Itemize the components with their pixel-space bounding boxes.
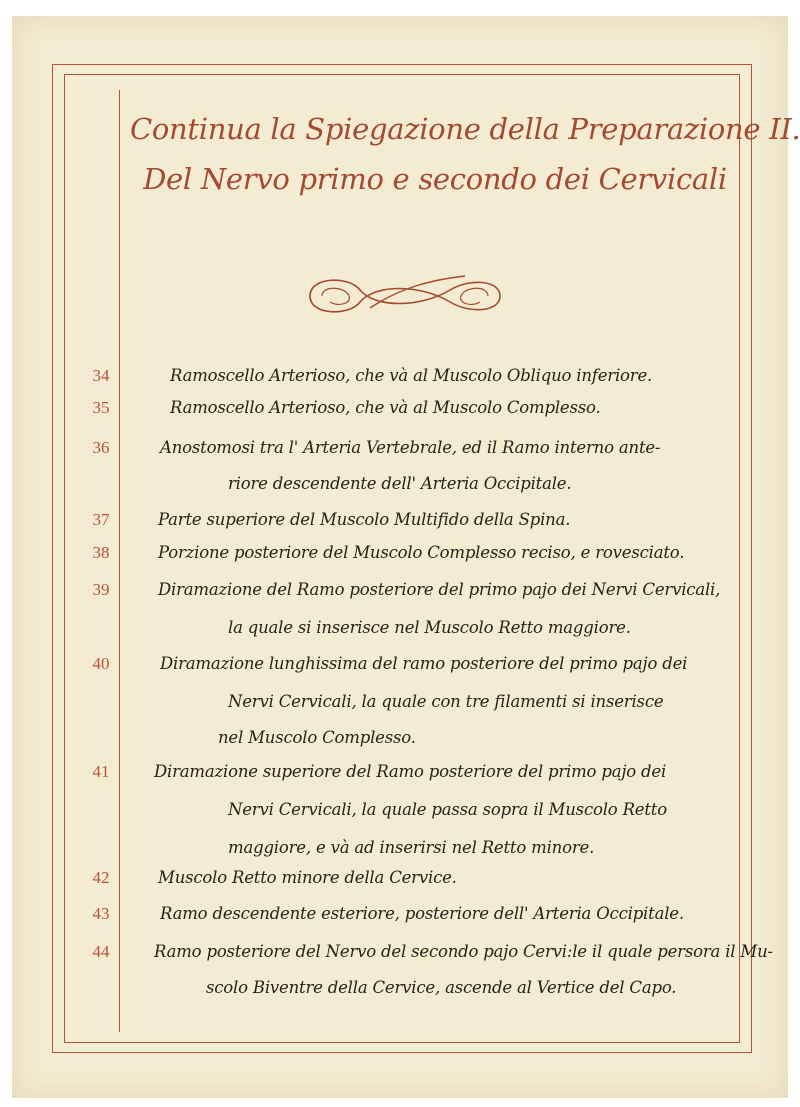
entry-text-line: Parte superiore del Muscolo Multifido della Spina. bbox=[158, 510, 571, 529]
entry-text-line: Anostomosi tra l' Arteria Vertebrale, ed il Ramo interno ante- bbox=[160, 438, 661, 457]
entry-number: 42 bbox=[92, 868, 110, 887]
entry-text-line: scolo Biventre della Cervice, ascende al Vertice del Capo. bbox=[206, 978, 677, 997]
entry-number: 35 bbox=[92, 398, 110, 417]
entry-text-line: Porzione posteriore del Muscolo Complesso reciso, e rovesciato. bbox=[158, 543, 685, 562]
entry-text-line: nel Muscolo Complesso. bbox=[218, 728, 416, 747]
entry-number: 36 bbox=[92, 438, 110, 457]
entry-text-line: Nervi Cervicali, la quale passa sopra il Muscolo Retto bbox=[228, 800, 667, 819]
entry-text-line: maggiore, e và ad inserirsi nel Retto minore. bbox=[228, 838, 595, 857]
entry-text-line: Nervi Cervicali, la quale con tre filamenti si inserisce bbox=[228, 692, 664, 711]
page-title-line-2: Del Nervo primo e secondo dei Cervicali bbox=[143, 162, 727, 196]
entry-text-line: Muscolo Retto minore della Cervice. bbox=[158, 868, 457, 887]
entry-text-line: Diramazione superiore del Ramo posteriore del primo pajo dei bbox=[154, 762, 667, 781]
entry-text-line: Ramoscello Arterioso, che và al Muscolo Complesso. bbox=[170, 398, 601, 417]
entry-number: 34 bbox=[92, 366, 110, 385]
entry-number: 38 bbox=[92, 543, 110, 562]
entry-number: 39 bbox=[92, 580, 110, 599]
page-title-line-1: Continua la Spiegazione della Preparazione II. bbox=[130, 112, 800, 146]
entry-number: 41 bbox=[92, 762, 110, 781]
entry-text-line: Ramo descendente esteriore, posteriore dell' Arteria Occipitale. bbox=[160, 904, 684, 923]
number-margin-rule bbox=[119, 90, 120, 1032]
entry-text-line: Diramazione del Ramo posteriore del primo pajo dei Nervi Cervicali, bbox=[158, 580, 721, 599]
entry-text-line: la quale si inserisce nel Muscolo Retto maggiore. bbox=[228, 618, 631, 637]
calligraphic-flourish bbox=[300, 268, 510, 324]
entry-number: 43 bbox=[92, 904, 110, 923]
entry-number: 40 bbox=[92, 654, 110, 673]
entry-text-line: Ramo posteriore del Nervo del secondo pajo Cervi:le il quale persora il Mu- bbox=[154, 942, 773, 961]
entry-text-line: Ramoscello Arterioso, che và al Muscolo Obliquo inferiore. bbox=[170, 366, 653, 385]
entry-text-line: riore descendente dell' Arteria Occipitale. bbox=[228, 474, 572, 493]
entry-number: 37 bbox=[92, 510, 110, 529]
entry-text-line: Diramazione lunghissima del ramo posteriore del primo pajo dei bbox=[160, 654, 688, 673]
entry-number: 44 bbox=[92, 942, 110, 961]
